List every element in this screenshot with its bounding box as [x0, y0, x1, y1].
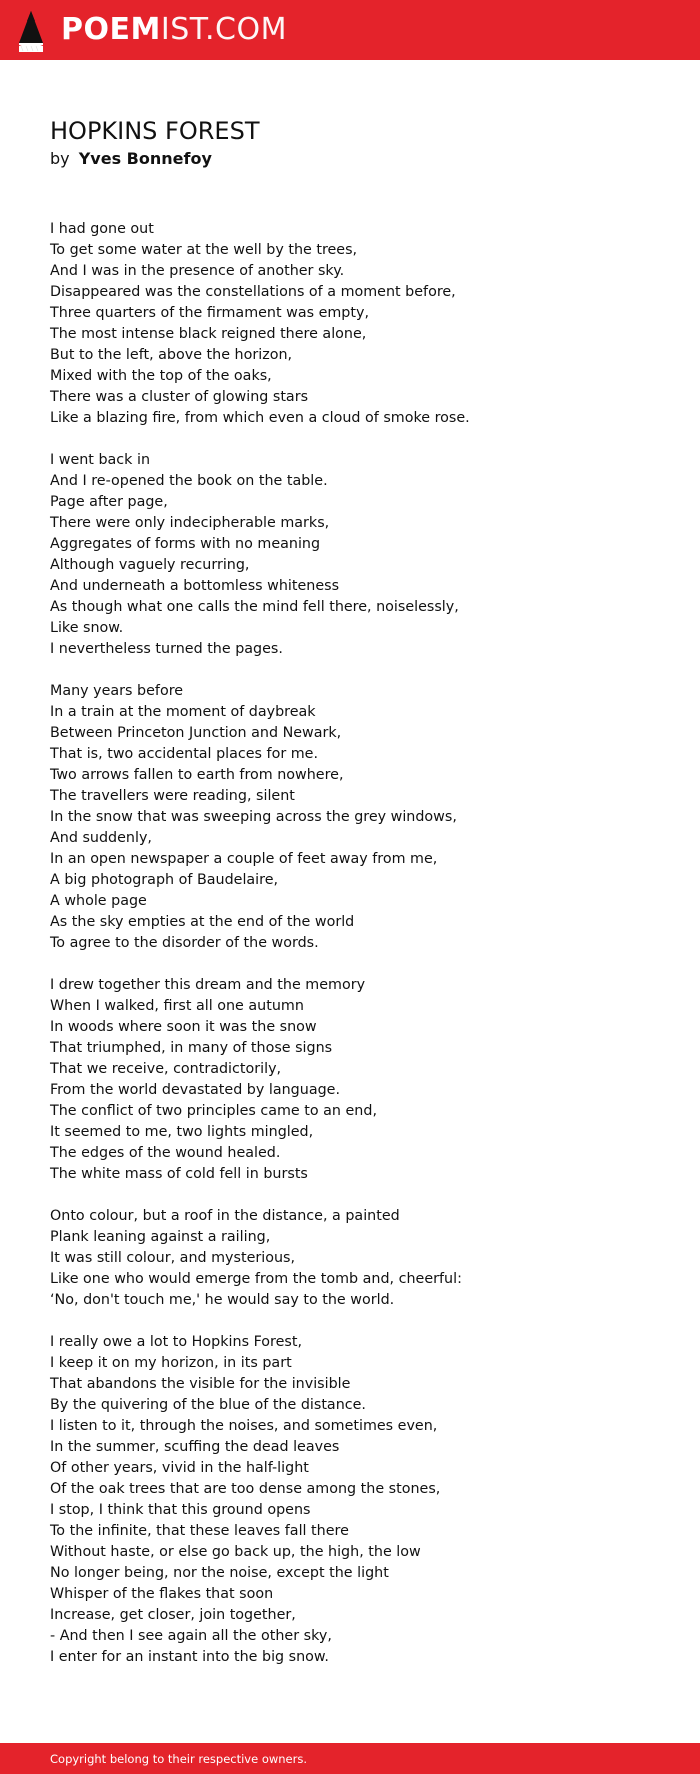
poem-line: That abandons the visible for the invisible — [50, 1376, 351, 1392]
poem-line: A big photograph of Baudelaire, — [50, 872, 279, 888]
poem-line: There were only indecipherable marks, — [50, 515, 330, 531]
poem-line: To the infinite, that these leaves fall there — [50, 1523, 349, 1539]
poem-line: Disappeared was the constellations of a moment before, — [50, 284, 456, 300]
by-label: by — [50, 149, 70, 168]
poem-line: It was still colour, and mysterious, — [50, 1250, 296, 1266]
stanza — [50, 219, 650, 429]
stanza — [50, 1206, 650, 1311]
poem-line: I listen to it, through the noises, and sometimes even, — [50, 1418, 438, 1434]
poem-line: I keep it on my horizon, in its part — [50, 1355, 292, 1371]
poem-line: I stop, I think that this ground opens — [50, 1502, 311, 1518]
poem-line: To agree to the disorder of the words. — [50, 935, 319, 951]
poem-line: I nevertheless turned the pages. — [50, 641, 283, 657]
poem-line: Page after page, — [50, 494, 168, 510]
poem-line: Onto colour, but a roof in the distance, a painted — [50, 1208, 400, 1224]
copyright-text: Copyright belong to their respective owners. — [50, 1752, 308, 1766]
poem-line: The most intense black reigned there alone, — [50, 326, 367, 342]
poem-line: ‘No, don't touch me,' he would say to the world. — [50, 1292, 395, 1308]
poem-line: No longer being, nor the noise, except the light — [50, 1565, 389, 1581]
poem-line: But to the left, above the horizon, — [50, 347, 293, 363]
poem-line: Aggregates of forms with no meaning — [50, 536, 321, 552]
poem-line: And I was in the presence of another sky. — [50, 263, 345, 279]
poem-title: HOPKINS FOREST — [50, 117, 260, 145]
poem-line: - And then I see again all the other sky, — [50, 1628, 332, 1644]
poem-line: As though what one calls the mind fell there, noiselessly, — [50, 599, 459, 615]
poem-line: It seemed to me, two lights mingled, — [50, 1124, 314, 1140]
poem-line: To get some water at the well by the trees, — [50, 242, 358, 258]
site-header — [0, 0, 700, 60]
poem-line: Increase, get closer, join together, — [50, 1607, 296, 1623]
poem-line: I went back in — [50, 452, 151, 468]
poem-line: Three quarters of the firmament was empty, — [50, 305, 369, 321]
poem-line: By the quivering of the blue of the distance. — [50, 1397, 366, 1413]
stanza — [50, 975, 650, 1185]
stanza — [50, 681, 650, 954]
poem-line: From the world devastated by language. — [50, 1082, 341, 1098]
logo-bold-text: POEM — [61, 12, 161, 47]
poem-line: In the snow that was sweeping across the grey windows, — [50, 809, 457, 825]
poem-line: When I walked, first all one autumn — [50, 998, 304, 1014]
poem-line: There was a cluster of glowing stars — [50, 389, 309, 405]
poem-line: The edges of the wound healed. — [50, 1145, 281, 1161]
poem-line: The travellers were reading, silent — [50, 788, 295, 804]
poem-line: And I re-opened the book on the table. — [50, 473, 328, 489]
poem-line: In the summer, scuffing the dead leaves — [50, 1439, 340, 1455]
poem-line: In a train at the moment of daybreak — [50, 704, 316, 720]
poem-line: That is, two accidental places for me. — [50, 746, 319, 762]
stanza — [50, 450, 650, 660]
poem-body — [50, 219, 650, 1689]
poem-line: And suddenly, — [50, 830, 152, 846]
poem-line: I really owe a lot to Hopkins Forest, — [50, 1334, 302, 1350]
poem-line: In woods where soon it was the snow — [50, 1019, 317, 1035]
author-name: Yves Bonnefoy — [78, 149, 212, 168]
poem-line: I had gone out — [50, 221, 154, 237]
poem-line: Like a blazing fire, from which even a cloud of smoke rose. — [50, 410, 470, 426]
poem-line: In an open newspaper a couple of feet away from me, — [50, 851, 438, 867]
poem-line: And underneath a bottomless whiteness — [50, 578, 340, 594]
pencil-logo-icon[interactable] — [18, 10, 44, 52]
poem-line: Without haste, or else go back up, the high, the low — [50, 1544, 421, 1560]
poem-line: As the sky empties at the end of the world — [50, 914, 355, 930]
poem-line: Mixed with the top of the oaks, — [50, 368, 272, 384]
poem-line: A whole page — [50, 893, 147, 909]
poem-line: Like snow. — [50, 620, 124, 636]
poem-line: Between Princeton Junction and Newark, — [50, 725, 342, 741]
poem-line: Although vaguely recurring, — [50, 557, 250, 573]
poem-line: I drew together this dream and the memory — [50, 977, 366, 993]
poem-line: Of other years, vivid in the half-light — [50, 1460, 309, 1476]
poem-line: Whisper of the flakes that soon — [50, 1586, 274, 1602]
poem-line: Of the oak trees that are too dense among the stones, — [50, 1481, 441, 1497]
byline — [50, 148, 212, 170]
poem-line: I enter for an instant into the big snow. — [50, 1649, 329, 1665]
stanza — [50, 1332, 650, 1668]
site-footer — [0, 1743, 700, 1774]
poem-line: Plank leaning against a railing, — [50, 1229, 271, 1245]
poem-line: The conflict of two principles came to an end, — [50, 1103, 377, 1119]
poem-line: Many years before — [50, 683, 184, 699]
poem-line: Two arrows fallen to earth from nowhere, — [50, 767, 344, 783]
poem-line: The white mass of cold fell in bursts — [50, 1166, 308, 1182]
logo-light-text: IST.COM — [160, 12, 287, 47]
poem-line: Like one who would emerge from the tomb and, cheerful: — [50, 1271, 462, 1287]
poem-line: That triumphed, in many of those signs — [50, 1040, 333, 1056]
poem-line: That we receive, contradictorily, — [50, 1061, 282, 1077]
site-logo[interactable] — [61, 11, 287, 49]
